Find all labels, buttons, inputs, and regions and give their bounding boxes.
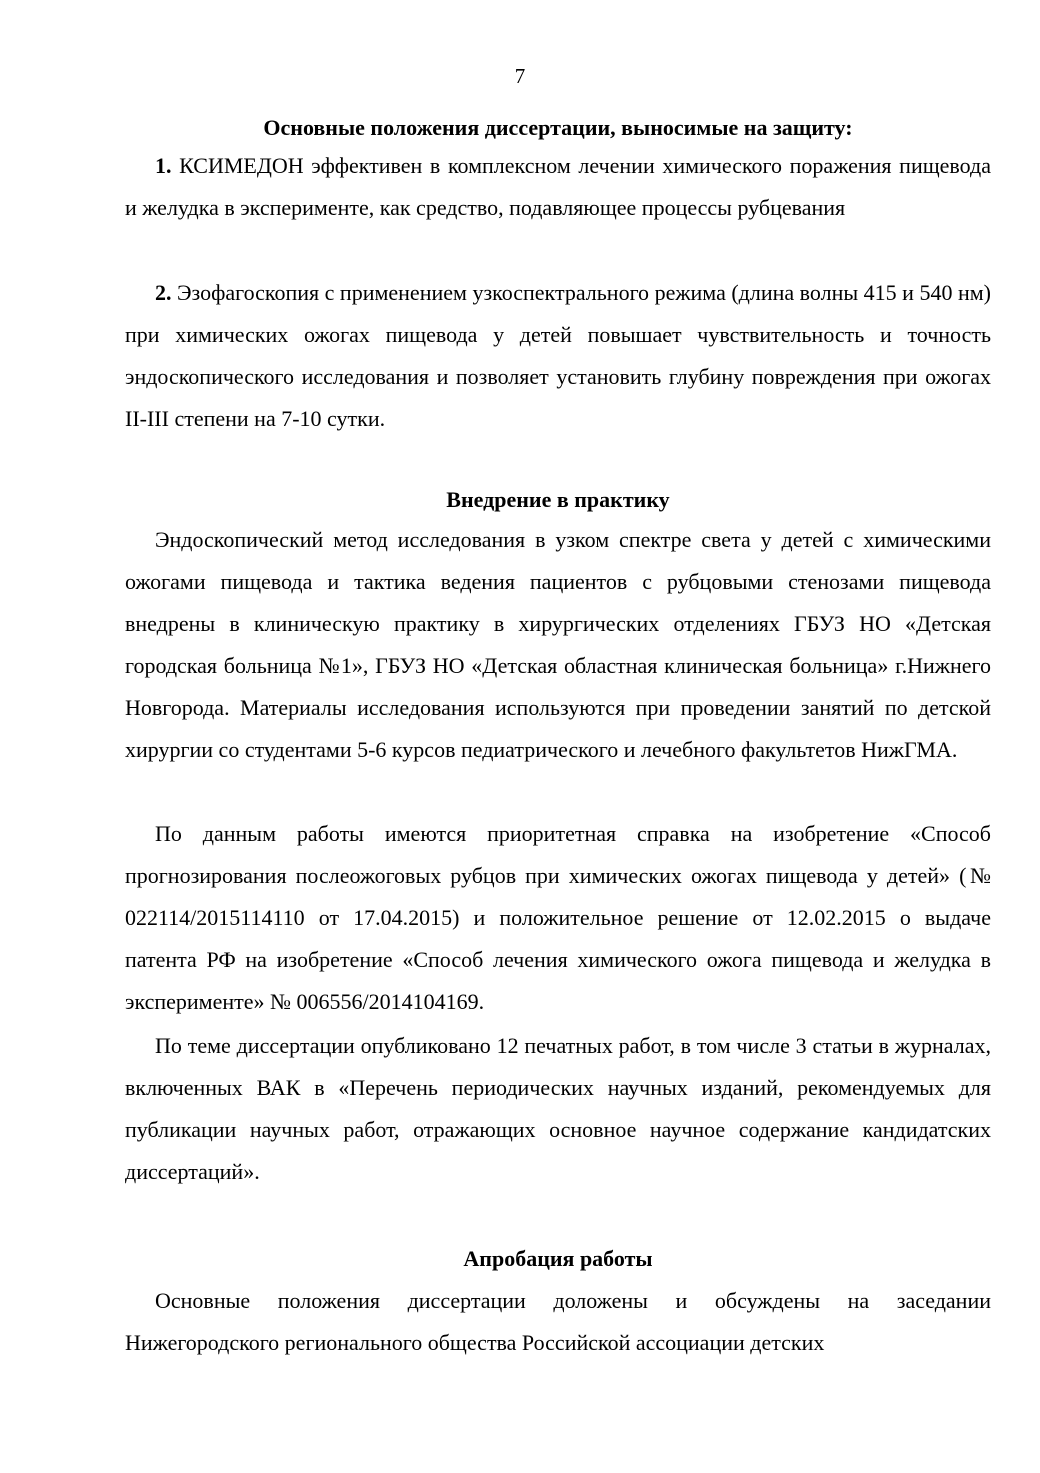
section-heading-approbation: Апробация работы <box>463 1246 653 1271</box>
defense-item-2 <box>125 272 991 440</box>
section-heading-defense-positions: Основные положения диссертации, выносимые на защиту: <box>263 115 853 140</box>
paragraph-text: По данным работы имеются приоритетная справка на изобретение «Способ прогнозирования послеожоговых рубцов при химических ожогах пищевода у детей» (№ 022114/2015114110 от 17.04.2015) и положительное решение от 12.02.2015 о выдаче патента РФ на изобретение «Способ лечения химического ожога пищевода и желудка в эксперименте» № 006556/2014104169. <box>125 821 991 1014</box>
approbation-paragraph <box>125 1280 991 1364</box>
section-heading-implementation: Внедрение в практику <box>446 487 670 512</box>
patent-paragraph <box>125 813 991 1023</box>
page-number: 7 <box>514 64 526 88</box>
item-number: 2. <box>155 280 172 305</box>
implementation-paragraph <box>125 519 991 771</box>
item-text: КСИМЕДОН эффективен в комплексном лечении химического поражения пищевода и желудка в эксперименте, как средство, подавляющее процессы рубцевания <box>125 153 991 220</box>
item-number: 1. <box>155 153 172 178</box>
publications-paragraph <box>125 1025 991 1193</box>
paragraph-text: По теме диссертации опубликовано 12 печатных работ, в том числе 3 статьи в журналах, включенных ВАК в «Перечень периодических научных изданий, рекомендуемых для публикации научных работ, отражающих основное научное содержание кандидатских диссертаций». <box>125 1033 991 1184</box>
paragraph-text: Основные положения диссертации доложены и обсуждены на заседании Нижегородского регионального общества Российской ассоциации детских <box>125 1288 991 1355</box>
paragraph-text: Эндоскопический метод исследования в узком спектре света у детей с химическими ожогами пищевода и тактика ведения пациентов с рубцовыми стенозами пищевода внедрены в клиническую практику в хирургических отделениях ГБУЗ НО «Детская городская больница №1», ГБУЗ НО «Детская областная клиническая больница» г.Нижнего Новгорода. Материалы исследования используются при проведении занятий по детской хирургии со студентами 5-6 курсов педиатрического и лечебного факультетов НижГМА. <box>125 527 991 762</box>
item-text: Эзофагоскопия с применением узкоспектрального режима (длина волны 415 и 540 нм) при химических ожогах пищевода у детей повышает чувствительность и точность эндоскопического исследования и позволяет установить глубину повреждения при ожогах II-III степени на 7-10 сутки. <box>125 280 991 431</box>
defense-item-1 <box>125 145 991 229</box>
